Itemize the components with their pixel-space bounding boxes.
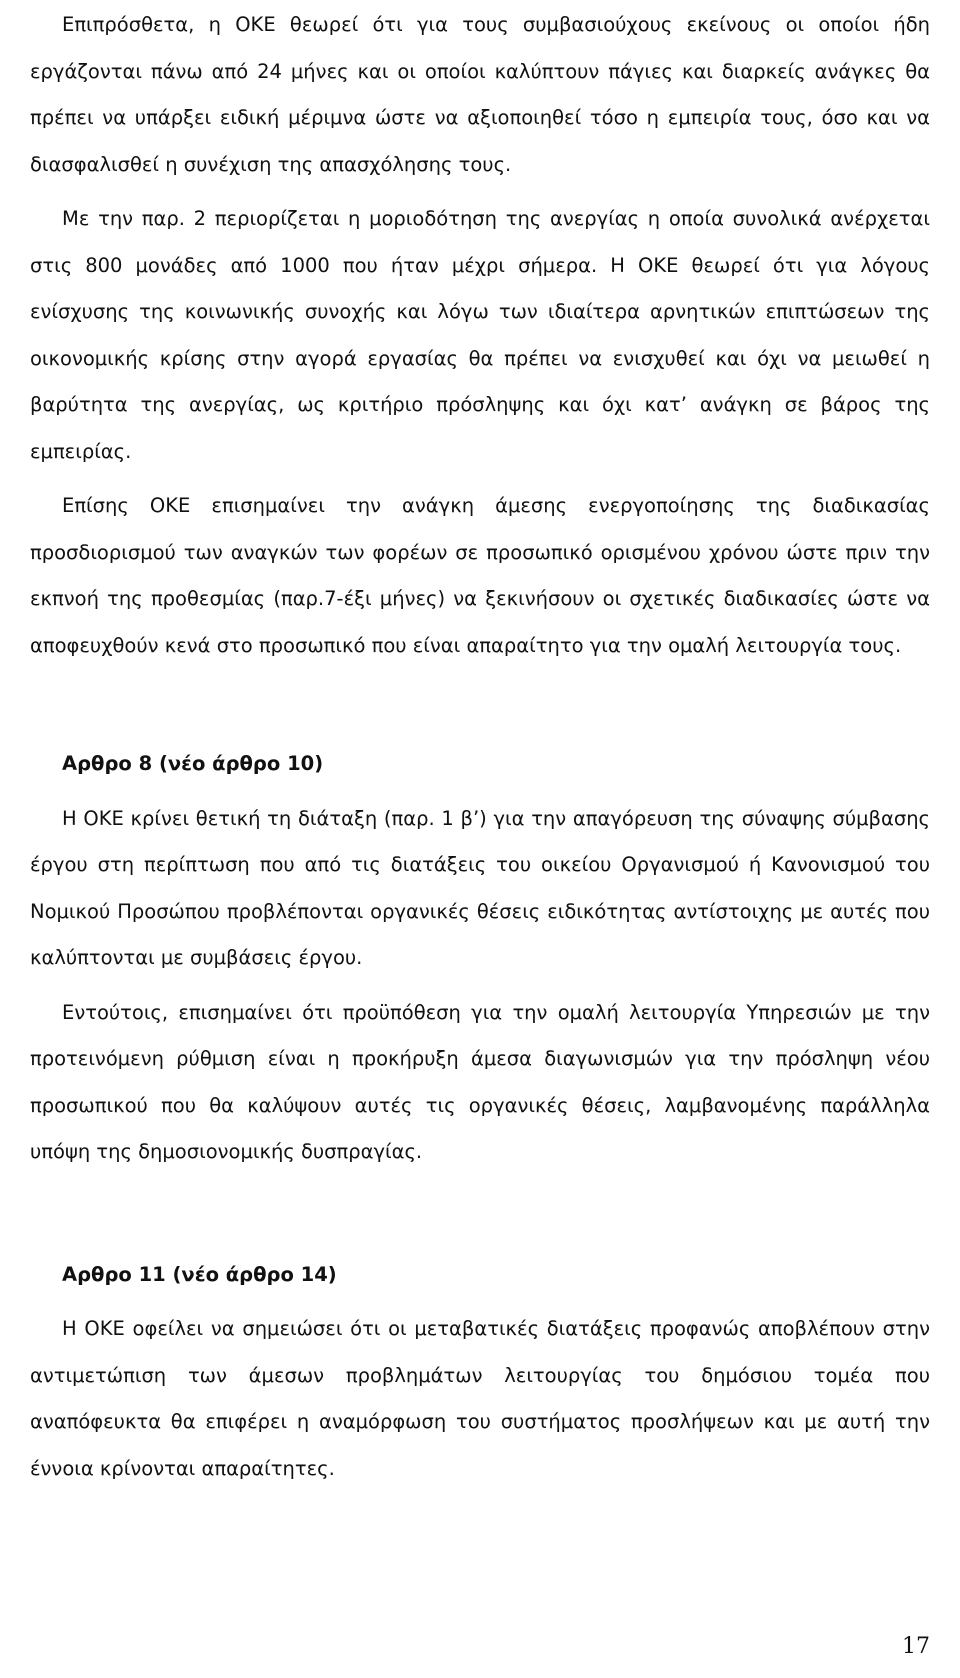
paragraph-needs-determination: Επίσης ΟΚΕ επισημαίνει την ανάγκη άμεσης ενεργοποίησης της διαδικασίας προσδιορισμού των αναγκών των φορέων σε προσωπικό ορισμένου χρόνου ώστε πριν την εκπνοή της προθεσμίας (παρ.7-έξι μήνες) να ξεκινήσουν οι σχετικές διαδικασίες ώστε να αποφευχθούν κενά στο προσωπικό που είναι απαραίτητο για την ομαλή λειτουργία τους.: [30, 494, 930, 657]
paragraph-article-8-precondition: Εντούτοις, επισημαίνει ότι προϋπόθεση για την ομαλή λειτουργία Υπηρεσιών με την προτεινόμενη ρύθμιση είναι η προκήρυξη άμεσα διαγωνισμών για την πρόσληψη νέου προσωπικού που θα καλύψουν αυτές τις οργανικές θέσεις, λαμβανομένης παράλληλα υπόψη της δημοσιονομικής δυσπραγίας.: [30, 1000, 930, 1163]
paragraph-article-8-approval: Η ΟΚΕ κρίνει θετική τη διάταξη (παρ. 1 β’) για την απαγόρευση της σύναψης σύμβασης έργου στη περίπτωση που από τις διατάξεις του οικείου Οργανισμού ή Κανονισμού του Νομικού Προσώπου προβλέπονται οργανικές θέσεις ειδικότητας αντίστοιχης με αυτές που καλύπτονται με συμβάσεις έργου.: [30, 806, 930, 969]
heading-article-11: Αρθρο 11 (νέο άρθρο 14): [62, 1262, 337, 1286]
page-number: 17: [902, 1634, 930, 1659]
paragraph-article-11-transitional: Η ΟΚΕ οφείλει να σημειώσει ότι οι μεταβατικές διατάξεις προφανώς αποβλέπουν στην αντιμετώπιση των άμεσων προβλημάτων λειτουργίας του δημόσιου τομέα που αναπόφευκτα θα επιφέρει η αναμόρφωση του συστήματος προσλήψεων και με αυτή την έννοια κρίνονται απαραίτητες.: [30, 1317, 930, 1480]
paragraph-unemployment-points: Με την παρ. 2 περιορίζεται η μοριοδότηση της ανεργίας η οποία συνολικά ανέρχεται στις 800 μονάδες από 1000 που ήταν μέχρι σήμερα. Η ΟΚΕ θεωρεί ότι για λόγους ενίσχυσης της κοινωνικής συνοχής και λόγω των ιδιαίτερα αρνητικών επιπτώσεων της οικονομικής κρίσης στην αγορά εργασίας θα πρέπει να ενισχυθεί και όχι να μειωθεί η βαρύτητα της ανεργίας, ως κριτήριο πρόσληψης και όχι κατ’ ανάγκη σε βάρος της εμπειρίας.: [30, 207, 930, 463]
heading-article-8: Αρθρο 8 (νέο άρθρο 10): [62, 752, 324, 775]
paragraph-contract-workers: Επιπρόσθετα, η ΟΚΕ θεωρεί ότι για τους συμβασιούχους εκείνους οι οποίοι ήδη εργάζονται πάνω από 24 μήνες και οι οποίοι καλύπτουν πάγιες και διαρκείς ανάγκες θα πρέπει να υπάρξει ειδική μέριμνα ώστε να αξιοποιηθεί τόσο η εμπειρία τους, όσο και να διασφαλισθεί η συνέχιση της απασχόλησης τους.: [30, 13, 930, 176]
document-page: [30, 0, 930, 1492]
